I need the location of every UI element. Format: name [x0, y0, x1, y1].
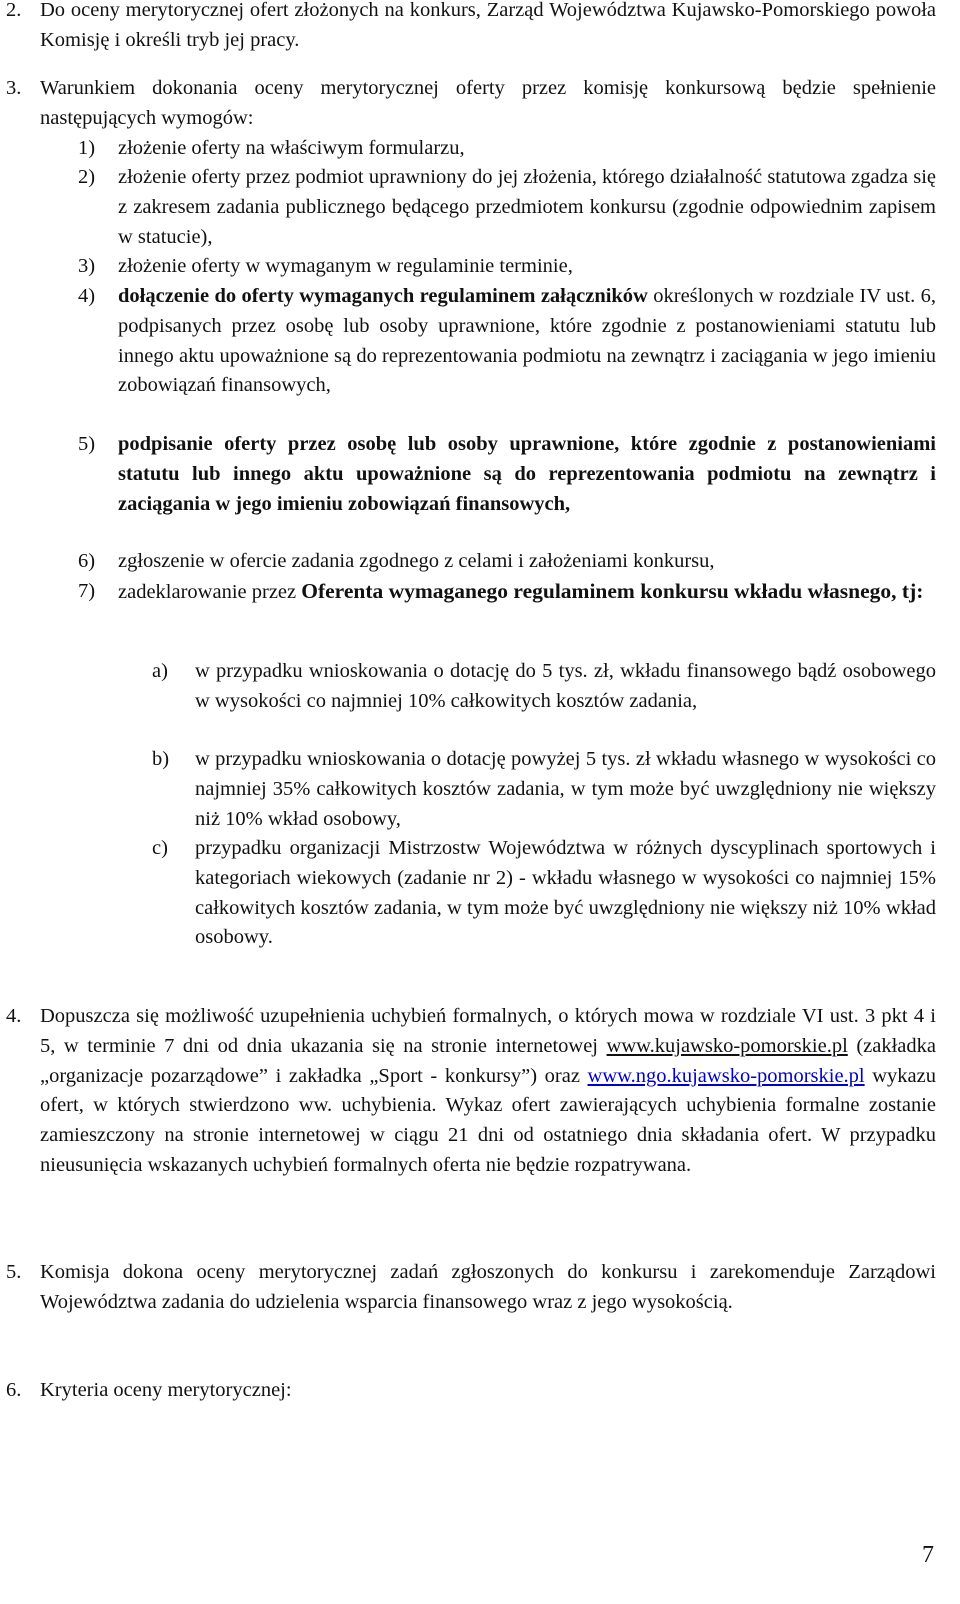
requirement-item-3: [78, 252, 936, 282]
section-text: Do oceny merytorycznej ofert złożonych na konkurs, Zarząd Województwa Kujawsko-Pomorskiego powoła Komisję i określi tryb jej pracy.: [40, 0, 936, 51]
section-number: 5.: [6, 1261, 22, 1283]
item-number: 5): [78, 433, 96, 455]
section-text-part: (zakładka „organizacje pozarządowe” i zakładka „Sport - konkursy”) oraz: [40, 1034, 936, 1087]
section-text: [40, 1002, 936, 1181]
requirement-item-1: [78, 134, 936, 164]
item-text: złożenie oferty na właściwym formularzu,: [118, 137, 465, 159]
item-bold-text: podpisanie oferty przez osobę lub osoby uprawnione, które zgodnie z postanowieniami statutu lub innego aktu upoważnione są do reprezentowania podmiotu na zewnątrz i zaciągania w jego imieniu zobowiązań finansowych,: [118, 433, 936, 515]
section-4: [6, 1002, 936, 1181]
item-bold-text: Oferenta wymaganego regulaminem konkursu wkładu własnego, tj:: [301, 579, 924, 603]
item-text: w przypadku wnioskowania o dotację powyżej 5 tys. zł wkładu własnego w wysokości co najmniej 35% całkowitych kosztów zadania, w tym może być uwzględniony nie większy niż 10% wkład osobowy,: [195, 748, 936, 830]
item-text: [118, 282, 936, 401]
requirement-item-2: [78, 163, 936, 252]
item-text: przypadku organizacji Mistrzostw Województwa w różnych dyscyplinach sportowych i kategoriach wiekowych (zadanie nr 2) - wkładu własnego w wysokości co najmniej 15% całkowitych kosztów zadania, w tym może być uwzględniony nie większy niż 10% wkład osobowy.: [195, 837, 936, 949]
item-letter: b): [152, 748, 170, 770]
section-text-part: Dopuszcza się możliwość uzupełnienia uchybień formalnych, o których mowa w rozdziale VI ust. 3 pkt 4 i 5, w terminie 7 dni od dnia ukazania się na stronie internetowej: [40, 1005, 936, 1057]
requirement-item-7: [78, 577, 936, 608]
item-text: [118, 577, 936, 608]
item-number: 2): [78, 166, 96, 188]
item-text: w przypadku wnioskowania o dotację do 5 tys. zł, wkładu finansowego bądź osobowego w wysokości co najmniej 10% całkowitych kosztów zadania,: [195, 660, 936, 712]
website-link[interactable]: www.kujawsko-pomorskie.pl: [606, 1034, 848, 1057]
section-2: [6, 0, 936, 56]
item-number: 3): [78, 255, 96, 277]
item-text: zgłoszenie w ofercie zadania zgodnego z celami i założeniami konkursu,: [118, 550, 715, 572]
section-text: Kryteria oceny merytorycznej:: [40, 1379, 292, 1401]
section-3: [6, 74, 936, 134]
requirement-item-5: [78, 430, 936, 519]
contribution-item-c: [152, 834, 936, 953]
item-number: 1): [78, 137, 96, 159]
section-text-part: wykazu ofert, w których stwierdzono ww. uchybienia. Wykaz ofert zawierających uchybienia formalne zostanie zamieszczony na stronie internetowej w ciągu 21 dni od ostatniego dnia składania ofert. W przypadku nieusunięcia wskazanych uchybień formalnych oferta nie będzie rozpatrywana.: [40, 1064, 936, 1176]
section-number: 6.: [6, 1379, 22, 1401]
item-letter: a): [152, 660, 168, 682]
item-bold-text: dołączenie do oferty wymaganych regulaminem załączników: [118, 285, 648, 307]
ngo-website-link[interactable]: www.ngo.kujawsko-pomorskie.pl: [587, 1064, 865, 1087]
section-text: Warunkiem dokonania oceny merytorycznej oferty przez komisję konkursową będzie spełnienie następujących wymogów:: [40, 77, 936, 129]
section-5: [6, 1258, 936, 1318]
item-number: 6): [78, 550, 96, 572]
contribution-item-b: [152, 745, 936, 834]
section-text: Komisja dokona oceny merytorycznej zadań zgłoszonych do konkursu i zarekomenduje Zarządowi Województwa zadania do udzielenia wsparcia finansowego wraz z jego wysokością.: [40, 1261, 936, 1313]
requirement-item-6: [78, 547, 936, 577]
section-6: [6, 1376, 936, 1406]
contribution-item-a: [152, 657, 936, 717]
item-letter: c): [152, 837, 168, 859]
item-lead-text: zadeklarowanie przez: [118, 581, 302, 603]
item-number: 4): [78, 285, 96, 307]
page-number: 7: [922, 1542, 934, 1568]
section-number: 2.: [6, 0, 22, 21]
item-text: złożenie oferty w wymaganym w regulaminie terminie,: [118, 255, 573, 277]
item-number: 7): [78, 580, 96, 602]
section-number: 4.: [6, 1005, 22, 1027]
item-rest-text: określonych w rozdziale IV ust. 6, podpisanych przez osobę lub osoby uprawnione, które zgodnie z postanowieniami statutu lub innego aktu upoważnione są do reprezentowania podmiotu na zewnątrz i zaciągania w jego imieniu zobowiązań finansowych,: [118, 285, 936, 397]
section-number: 3.: [6, 77, 22, 99]
item-text: złożenie oferty przez podmiot uprawniony do jej złożenia, którego działalność statutowa zgadza się z zakresem zadania publicznego będącego przedmiotem konkursu (zgodnie odpowiednim zapisem w statucie),: [118, 166, 936, 248]
requirement-item-4: [78, 282, 936, 401]
